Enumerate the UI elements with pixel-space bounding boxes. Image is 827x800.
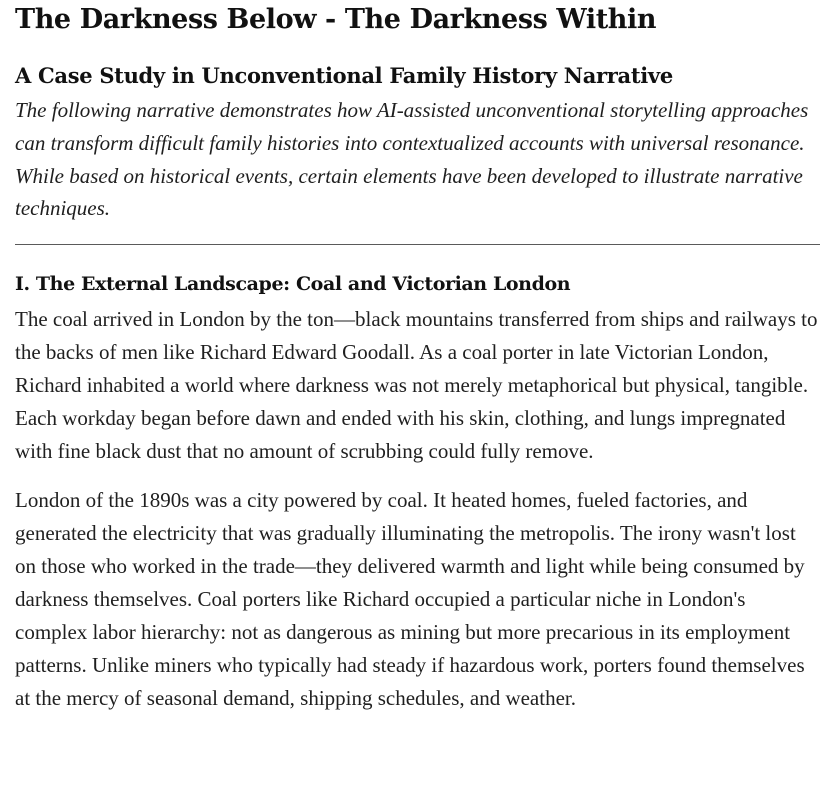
intro-paragraph: The following narrative demonstrates how AI-assisted unconventional storytelling approaches can transform difficult family histories into contextualized accounts with universal resonance. While based on historical events, certain elements have been developed to illustrate narrative techniques. <box>15 98 809 221</box>
page-subtitle: A Case Study in Unconventional Family History Narrative <box>15 63 673 88</box>
body-paragraph-2: London of the 1890s was a city powered by coal. It heated homes, fueled factories, and generated the electricity that was gradually illuminating the metropolis. The irony wasn't lost on those who worked in the trade—they delivered warmth and light while being consumed by darkness themselves. Coal porters like Richard occupied a particular niche in London's complex labor hierarchy: not as dangerous as mining but more precarious in its employment patterns. Unlike miners who typically had steady if hazardous work, porters found themselves at the mercy of seasonal demand, shipping schedules, and weather. <box>15 488 805 711</box>
section-heading: I. The External Landscape: Coal and Victorian London <box>15 273 571 296</box>
section-divider <box>15 244 820 245</box>
article <box>15 0 820 715</box>
body-paragraph-1: The coal arrived in London by the ton—black mountains transferred from ships and railways to the backs of men like Richard Edward Goodall. As a coal porter in late Victorian London, Richard inhabited a world where darkness was not merely metaphorical but physical, tangible. Each workday began before dawn and ended with his skin, clothing, and lungs impregnated with fine black dust that no amount of scrubbing could fully remove. <box>15 307 818 464</box>
page-title: The Darkness Below - The Darkness Within <box>15 4 657 35</box>
